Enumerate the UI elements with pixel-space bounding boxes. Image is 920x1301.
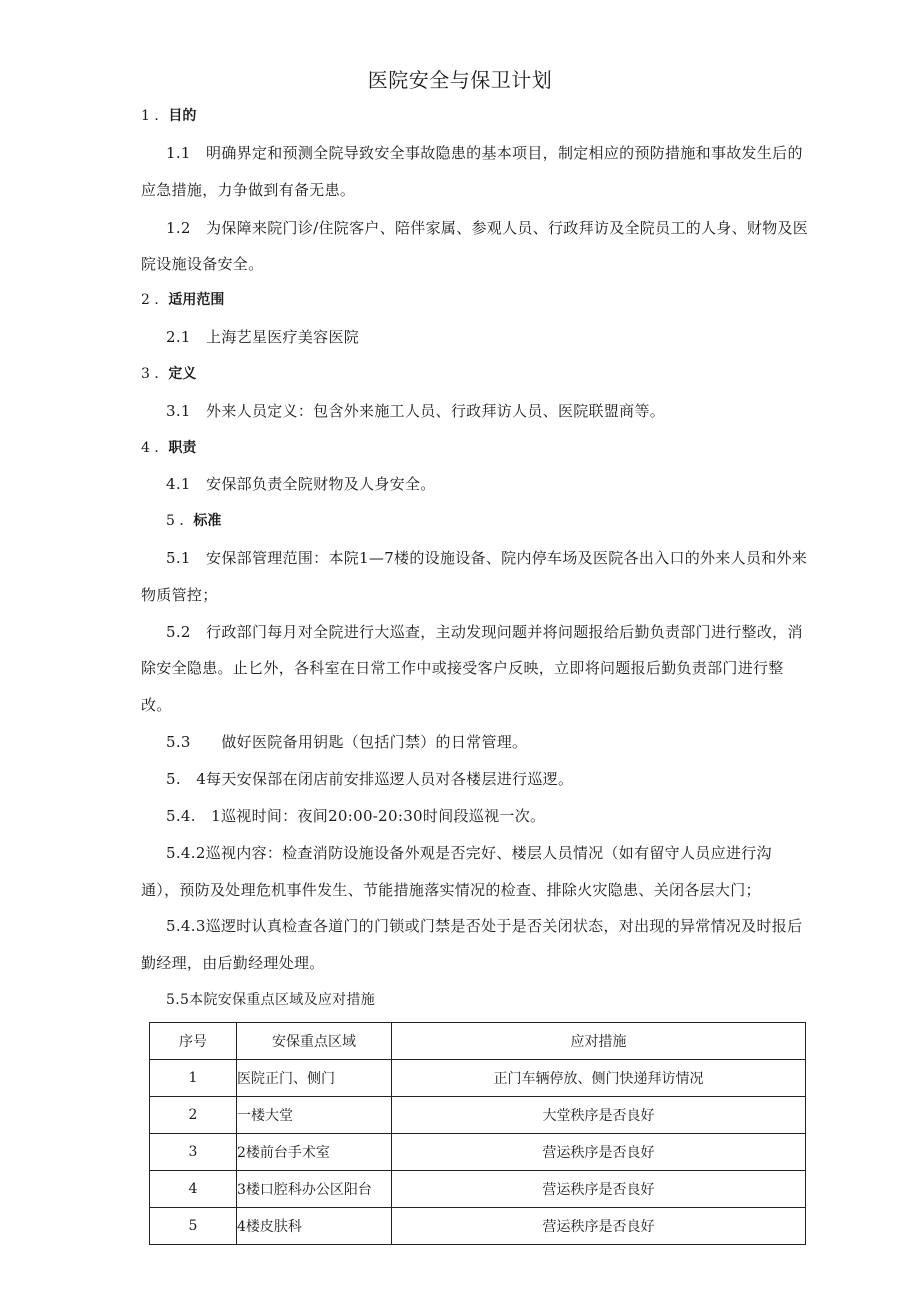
- row-area: 3楼口腔科办公区阳台: [237, 1171, 392, 1208]
- paragraph-5-4-1: 5.4. 1巡视时间：夜间20:00-20:30时间段巡视一次。: [166, 807, 546, 825]
- table-row: [150, 1097, 806, 1134]
- paragraph-5-1: 5.1 安保部管理范围：本院1—7楼的设施设备、院内停车场及医院各出入口的外来人员和外来: [166, 549, 808, 567]
- section-heading-2: [141, 290, 224, 310]
- paragraph-5-5: 5.5本院安保重点区域及应对措施: [166, 992, 376, 1008]
- row-area: 一楼大堂: [237, 1097, 392, 1134]
- row-number: 4: [150, 1171, 237, 1208]
- section-label: 目的: [168, 108, 197, 124]
- row-measure: 营运秩序是否良好: [392, 1208, 806, 1245]
- page-title: 医院安全与保卫计划: [367, 68, 553, 92]
- paragraph-3-1: 3.1 外来人员定义：包含外来施工人员、行政拜访人员、医院联盟商等。: [166, 402, 666, 420]
- section-label: 职责: [168, 440, 197, 456]
- row-measure: 正门车辆停放、侧门快递拜访情况: [392, 1060, 806, 1097]
- paragraph-5-2-cont2: 改。: [141, 696, 172, 714]
- paragraph-5-4: 5. 4每天安保部在闭店前安排巡逻人员对各楼层进行巡逻。: [166, 770, 574, 788]
- section-heading-3: [141, 364, 196, 384]
- row-number: 2: [150, 1097, 237, 1134]
- row-area: 4楼皮肤科: [237, 1208, 392, 1245]
- row-measure: 营运秩序是否良好: [392, 1134, 806, 1171]
- paragraph-5-3: 5.3 做好医院备用钥匙（包括门禁）的日常管理。: [166, 733, 528, 751]
- paragraph-5-4-2-cont: 通），预防及处理危机事件发生、节能措施落实情况的检查、排除火灾隐患、关闭各层大门；: [141, 881, 761, 899]
- row-number: 1: [150, 1060, 237, 1097]
- row-area: 医院正门、侧门: [237, 1060, 392, 1097]
- paragraph-5-4-2: 5.4.2巡视内容：检查消防设施设备外观是否完好、楼层人员情况（如有留守人员应进行沟: [166, 844, 772, 862]
- table-row: [150, 1134, 806, 1171]
- paragraph-5-2: 5.2 行政部门每月对全院进行大巡查，主动发现问题并将问题报给后勤负责部门进行整改，消: [166, 623, 803, 641]
- paragraph-4-1: 4.1 安保部负责全院财物及人身安全。: [166, 475, 436, 493]
- paragraph-5-4-3-cont: 勤经理，由后勤经理处理。: [141, 954, 325, 972]
- row-measure: 营运秩序是否良好: [392, 1171, 806, 1208]
- paragraph-1-1-cont: 应急措施，力争做到有备无患。: [141, 181, 356, 199]
- section-label: 定义: [168, 366, 197, 382]
- paragraph-1-2-cont: 院设施设备安全。: [141, 255, 264, 273]
- row-number: 5: [150, 1208, 237, 1245]
- section-number: 1 ．: [141, 108, 169, 124]
- column-header-area: 安保重点区域: [237, 1023, 392, 1060]
- security-zones-table: [149, 1022, 806, 1245]
- section-number: 3 ．: [141, 366, 169, 382]
- paragraph-5-1-cont: 物质管控；: [141, 586, 218, 604]
- paragraph-1-1: 1.1 明确界定和预测全院导致安全事故隐患的基本项目，制定相应的预防措施和事故发生后的: [166, 144, 803, 162]
- table-row: [150, 1171, 806, 1208]
- table-row: [150, 1208, 806, 1245]
- paragraph-1-2: 1.2 为保障来院门诊/住院客户、陪伴家属、参观人员、行政拜访及全院员工的人身、财物及医: [166, 219, 809, 237]
- row-area: 2楼前台手术室: [237, 1134, 392, 1171]
- section-label: 适用范围: [168, 292, 225, 308]
- section-heading-4: [141, 438, 196, 458]
- section-number: 5 ．: [166, 513, 194, 529]
- section-heading-5: [166, 511, 221, 531]
- row-measure: 大堂秩序是否良好: [392, 1097, 806, 1134]
- column-header-measure: 应对措施: [392, 1023, 806, 1060]
- section-label: 标准: [193, 513, 222, 529]
- row-number: 3: [150, 1134, 237, 1171]
- section-number: 4 ．: [141, 440, 169, 456]
- paragraph-2-1: 2.1 上海艺星医疗美容医院: [166, 328, 360, 346]
- section-number: 2 ．: [141, 292, 169, 308]
- section-heading-1: [141, 106, 196, 126]
- column-header-number: 序号: [150, 1023, 237, 1060]
- paragraph-5-4-3: 5.4.3巡逻时认真检查各道门的门锁或门禁是否处于是否关闭状态，对出现的异常情况及时报后: [166, 917, 803, 935]
- table-row: [150, 1060, 806, 1097]
- table-header-row: [150, 1023, 806, 1060]
- paragraph-5-2-cont: 除安全隐患。止匕外，各科室在日常工作中或接受客户反映，立即将问题报后勤负责部门进行整: [141, 659, 784, 677]
